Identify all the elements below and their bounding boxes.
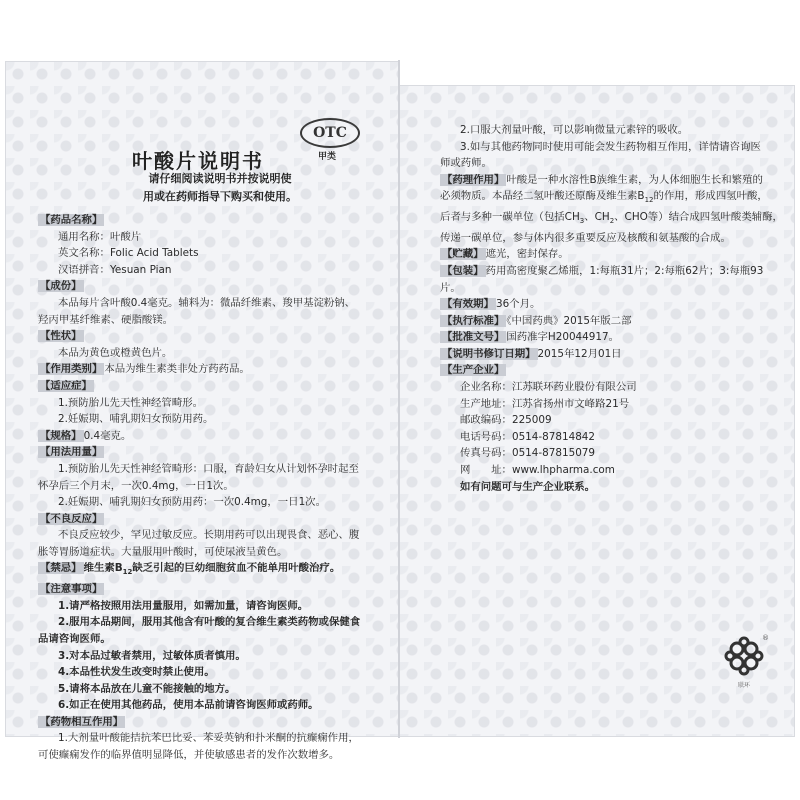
note-1: 1.请严格按照用法用量服用，如需加量，请咨询医师。 (58, 599, 309, 612)
subtitle-line-2: 用或在药师指导下购买和使用。 (143, 190, 297, 203)
note-2b: 品请咨询医师。 (38, 632, 111, 645)
section-usage: 【用法用量】 (40, 446, 103, 459)
generic-name: 通用名称：叶酸片 (58, 230, 142, 243)
right-body (440, 122, 785, 495)
section-spec: 【规格】 (40, 429, 82, 442)
section-composition: 【成份】 (40, 280, 82, 293)
approval-text: 国药准字H20044917。 (506, 331, 619, 344)
left-body (38, 212, 390, 764)
section-validity: 【有效期】 (442, 298, 494, 311)
section-storage: 【贮藏】 (442, 248, 484, 261)
registered-mark: ® (762, 634, 769, 642)
spec-text: 0.4毫克。 (83, 429, 132, 442)
usage-line-3: 2.妊娠期、哺乳期妇女预防用药：一次0.4mg，一日1次。 (58, 496, 326, 509)
storage-text: 遮光，密封保存。 (485, 248, 569, 261)
character-text: 本品为黄色或橙黄色片。 (58, 346, 173, 359)
interaction-1b: 可使癫痫发作的临界值明显降低，并使敏感患者的发作次数增多。 (38, 749, 340, 762)
otc-class-label: 甲类 (318, 152, 337, 162)
interaction-1: 1.大剂量叶酸能拮抗苯巴比妥、苯妥英钠和扑米酮的抗癫痫作用， (58, 732, 359, 745)
company-logo-icon (722, 634, 766, 678)
manufacturer-zip: 邮政编码：225009 (460, 414, 552, 427)
pharm-line-3b: 、CH (584, 211, 610, 224)
pharm-line-2b: 的作用，形成四氢叶酸， (653, 190, 768, 203)
category-text: 本品为维生素类非处方药药品。 (104, 363, 250, 376)
note-3: 3.对本品过敏者禁用，过敏体质者慎用。 (58, 649, 246, 662)
adverse-line-2: 胀等胃肠道症状。大量服用叶酸时，可使尿液呈黄色。 (38, 545, 288, 558)
pharm-line-3 (440, 209, 785, 230)
revision-text: 2015年12月01日 (537, 347, 622, 360)
usage-line-2: 怀孕后三个月末，一次0.4mg，一日1次。 (38, 479, 234, 492)
contra-subscript: 12 (122, 568, 133, 577)
pharm-sub-3: 3 (579, 217, 585, 226)
indication-2: 2.妊娠期、哺乳期妇女预防用药。 (58, 413, 214, 426)
manufacturer-name: 企业名称：江苏联环药业股份有限公司 (460, 381, 637, 394)
section-pharmacology: 【药理作用】 (442, 173, 505, 186)
standard-text: 《中国药典》2015年版二部 (506, 314, 632, 327)
note-6: 6.如正在使用其他药品，使用本品前请咨询医师或药师。 (58, 699, 319, 712)
section-package: 【包装】 (442, 264, 484, 277)
section-drug-name: 【药品名称】 (40, 214, 103, 226)
composition-line-2: 羟丙甲基纤维素、硬脂酸镁。 (38, 313, 174, 326)
interaction-3b: 师或药师。 (440, 157, 492, 170)
pinyin-name: 汉语拼音：Yesuan Pian (58, 263, 172, 276)
pharm-sub-2: 2 (609, 217, 615, 226)
contra-text-b: 缺乏引起的巨幼细胞贫血不能单用叶酸治疗。 (132, 562, 341, 575)
interaction-3a: 3.如与其他药物同时使用可能会发生药物相互作用，详情请咨询医 (460, 140, 761, 153)
otc-badge: OTC (300, 118, 360, 148)
section-category: 【作用类别】 (40, 363, 103, 376)
section-contraindication: 【禁忌】 (40, 562, 82, 575)
package-line-2: 片。 (440, 281, 461, 294)
section-interactions: 【药物相互作用】 (40, 715, 124, 728)
read-instruction (130, 170, 310, 206)
contact-note: 如有问题可与生产企业联系。 (460, 480, 596, 493)
page-title: 叶酸片说明书 (132, 149, 264, 173)
composition-line-1: 本品每片含叶酸0.4毫克。辅料为：微晶纤维素、羧甲基淀粉钠、 (58, 296, 356, 309)
package-line-1: 药用高密度聚乙烯瓶，1:每瓶31片；2:每瓶62片；3:每瓶93 (485, 264, 764, 277)
section-manufacturer: 【生产企业】 (442, 364, 505, 377)
section-revision: 【说明书修订日期】 (442, 347, 536, 360)
english-name: 英文名称：Folic Acid Tablets (58, 247, 199, 260)
pharm-line-1: 叶酸是一种水溶性B族维生素，为人体细胞生长和繁殖的 (506, 173, 763, 186)
pharm-line-3a: 后者与多种一碳单位（包括CH (440, 211, 580, 224)
section-character: 【性状】 (40, 330, 82, 343)
validity-text: 36个月。 (495, 298, 541, 311)
manufacturer-website: 网 址：www.lhpharma.com (460, 464, 615, 477)
section-indications: 【适应症】 (40, 379, 92, 392)
manufacturer-fax: 传真号码：0514-87815079 (460, 447, 596, 460)
contra-text-a: 维生素B (83, 562, 123, 575)
pharm-line-2a: 必须物质。本品经二氢叶酸还原酶及维生素B (440, 190, 645, 203)
note-4: 4.本品性状发生改变时禁止使用。 (58, 666, 215, 679)
page-fold-divider (398, 60, 400, 738)
adverse-line-1: 不良反应较少，罕见过敏反应。长期用药可以出现畏食、恶心、腹 (58, 529, 360, 542)
note-5: 5.请将本品放在儿童不能接触的地方。 (58, 682, 236, 695)
section-adverse: 【不良反应】 (40, 512, 103, 525)
manufacturer-phone: 电话号码：0514-87814842 (460, 430, 596, 443)
indication-1: 1.预防胎儿先天性神经管畸形。 (58, 396, 203, 409)
section-approval: 【批准文号】 (442, 331, 505, 344)
pharm-line-2 (440, 188, 785, 209)
note-2a: 2.服用本品期间，服用其他含有叶酸的复合维生素类药物或保健食 (58, 616, 361, 629)
usage-line-1: 1.预防胎儿先天性神经管畸形：口服，育龄妇女从计划怀孕时起至 (58, 462, 359, 475)
logo-caption: 联环 (737, 682, 750, 689)
manufacturer-address: 生产地址：江苏省扬州市文峰路21号 (460, 397, 630, 410)
interaction-2: 2.口服大剂量叶酸，可以影响微量元素锌的吸收。 (460, 124, 689, 136)
section-notes: 【注意事项】 (40, 583, 103, 596)
section-standard: 【执行标准】 (442, 314, 505, 327)
pharm-line-4: 传递一碳单位，参与体内很多重要反应及核酸和氨基酸的合成。 (440, 231, 731, 244)
subtitle-line-1: 请仔细阅读说明书并按说明使 (148, 172, 292, 185)
pharm-sub-b12: 12 (644, 196, 654, 205)
pharm-line-3c: 、CHO等）结合成四氢叶酸类辅酶， (614, 211, 783, 224)
